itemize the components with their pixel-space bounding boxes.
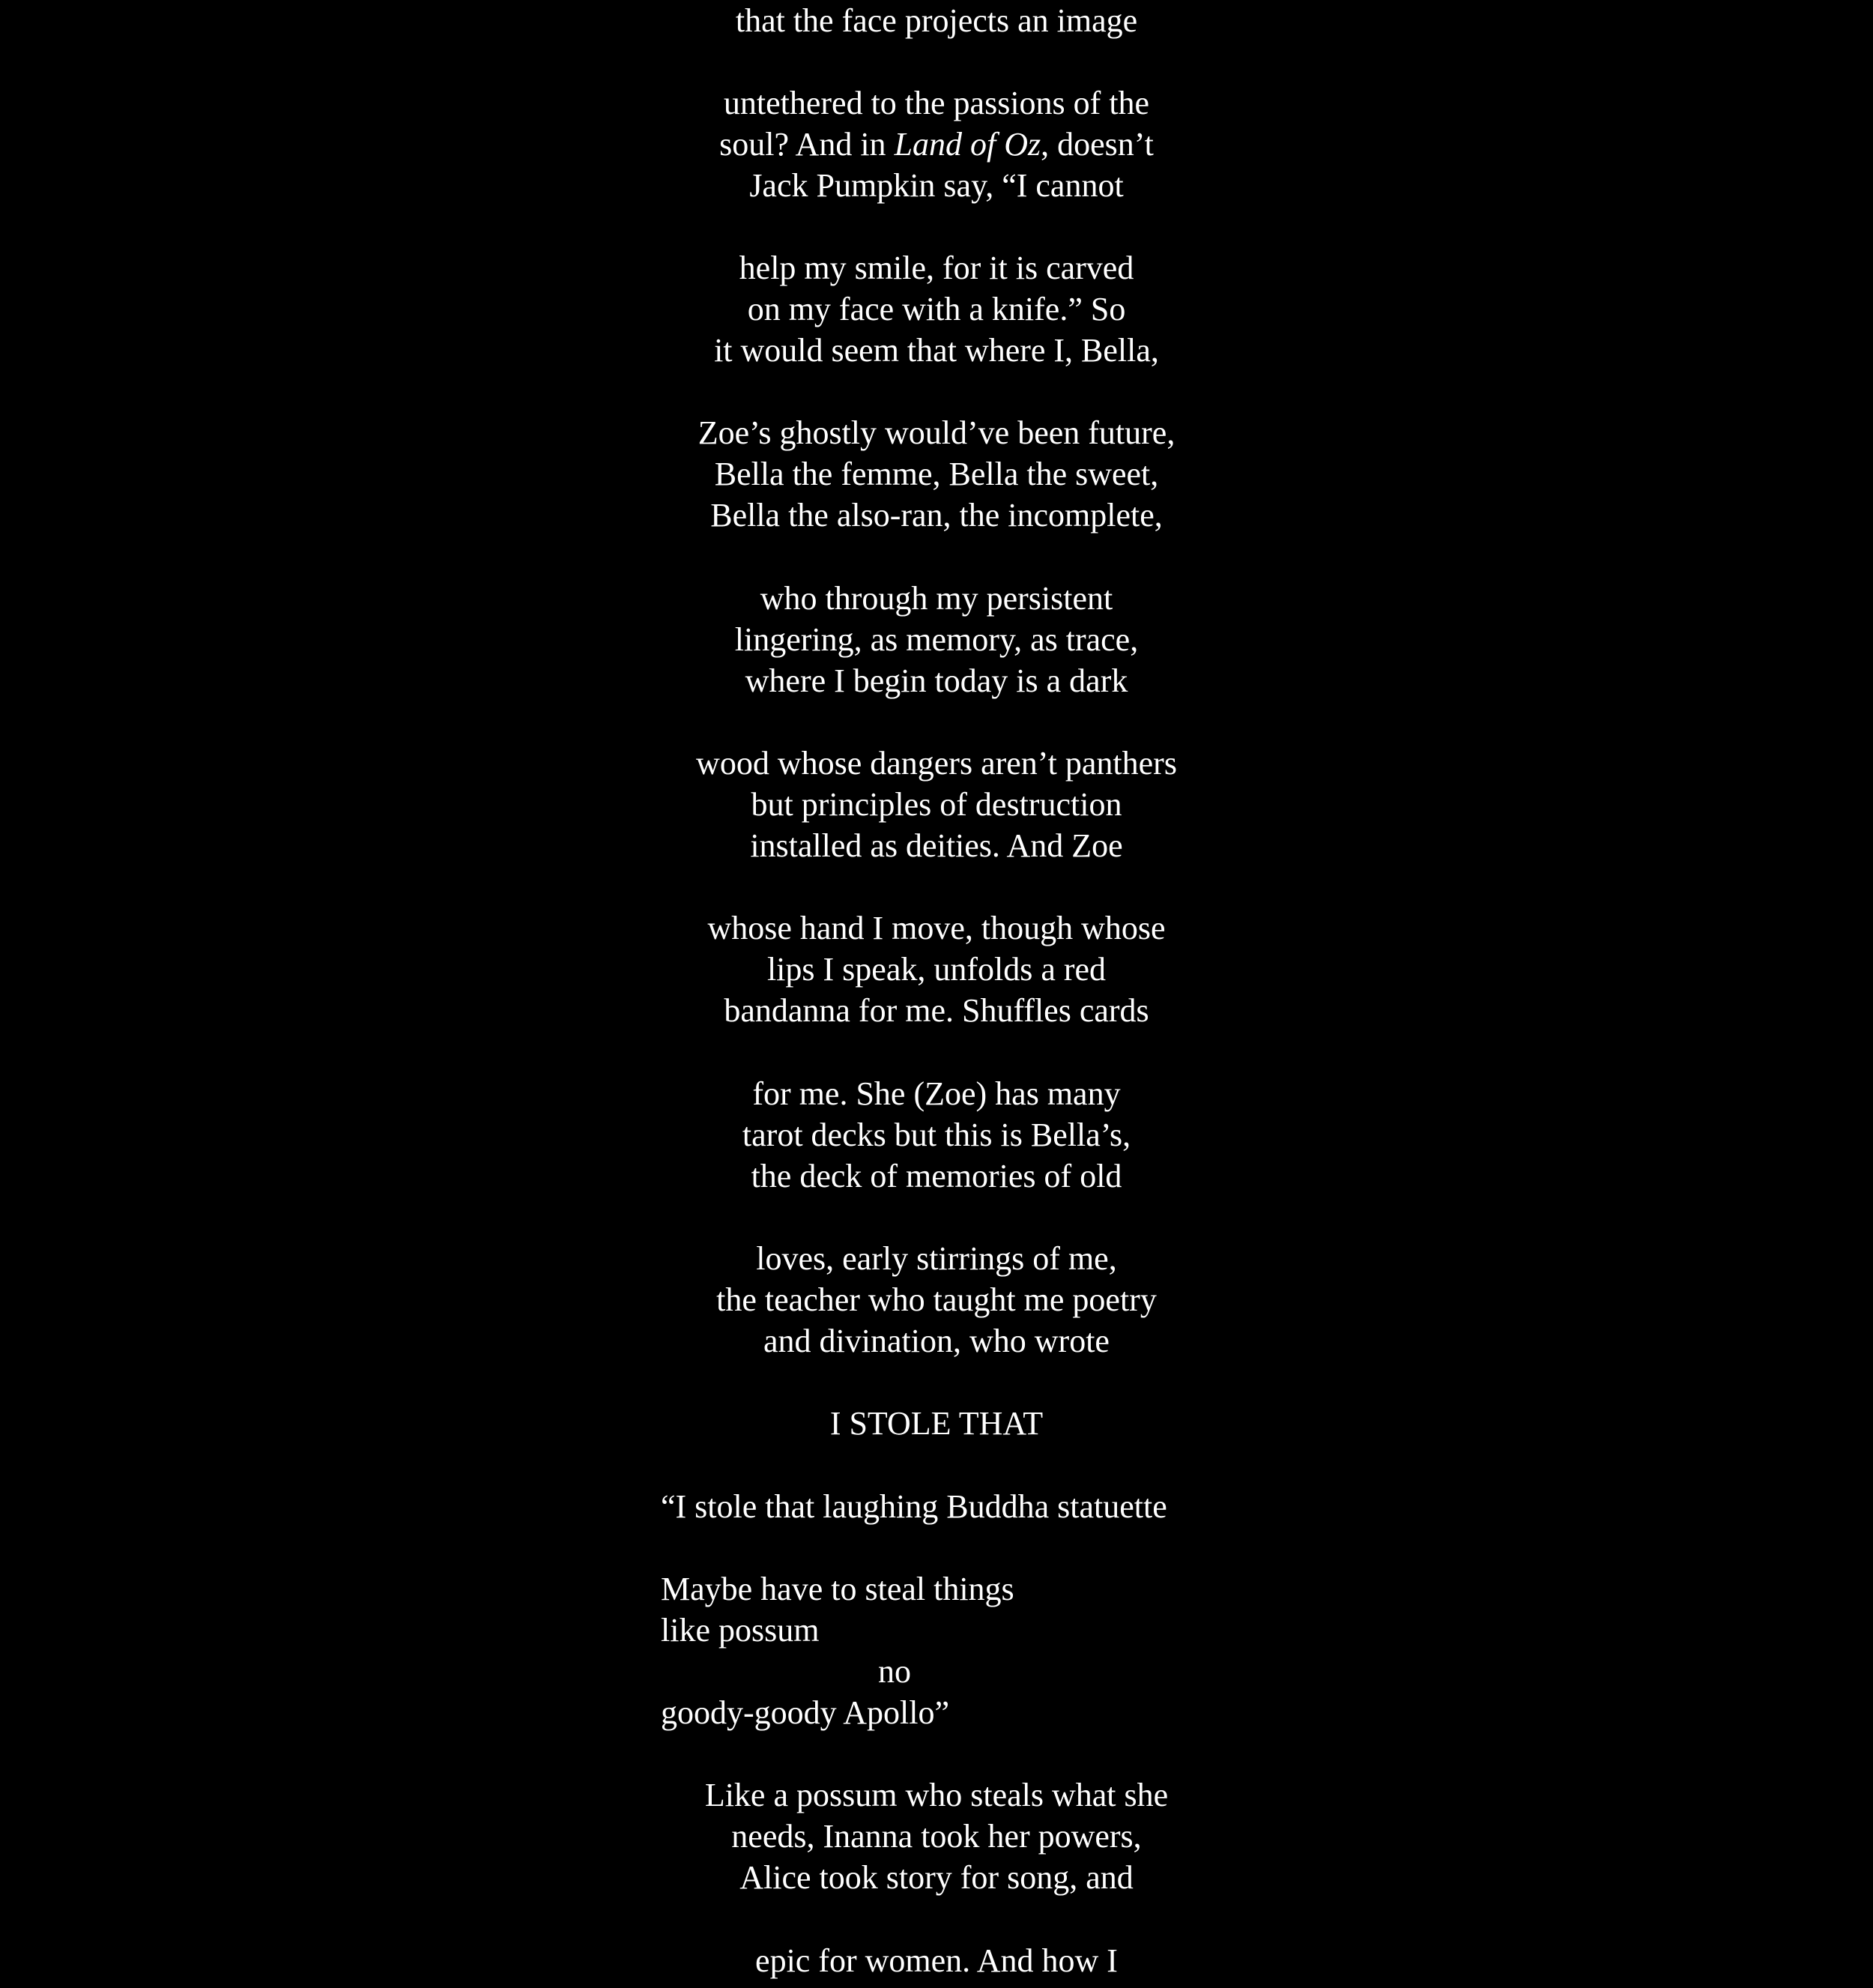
poem-line: Bella the femme, Bella the sweet, — [714, 456, 1159, 492]
poem-line: Bella the also-ran, the incomplete, — [710, 497, 1163, 534]
poem-line: wood whose dangers aren’t panthers — [696, 745, 1177, 782]
poem-line: untethered to the passions of the — [723, 85, 1150, 121]
poem-line: where I begin today is a dark — [745, 662, 1128, 699]
poem-line: but principles of destruction — [751, 786, 1122, 823]
poem-line: bandanna for me. Shuffles cards — [724, 992, 1149, 1029]
poem-line: for me. She (Zoe) has many — [752, 1075, 1121, 1112]
poem-line-end: , doesn’t — [1041, 126, 1154, 163]
book-title-italic: Land of Oz — [894, 126, 1041, 163]
poem-line-start: soul? And in — [719, 126, 895, 163]
poem-line: Zoe’s ghostly would’ve been future, — [698, 414, 1175, 451]
poem-line — [0, 124, 1873, 165]
quote-line: Maybe have to steal things — [661, 1571, 1014, 1607]
poem-line: Jack Pumpkin say, “I cannot — [749, 167, 1124, 204]
poem-line: epic for women. And how I — [755, 1942, 1118, 1979]
section-heading: I STOLE THAT — [829, 1405, 1044, 1442]
poem-line: lingering, as memory, as trace, — [734, 621, 1139, 658]
quote-line: “I stole that laughing Buddha statuette — [661, 1488, 1167, 1525]
quote-line: no — [878, 1653, 911, 1690]
poem-line: that the face projects an image — [735, 2, 1138, 39]
poem-line: whose hand I move, though whose — [707, 910, 1166, 946]
poem-line: it would seem that where I, Bella, — [714, 332, 1159, 369]
poem-line: on my face with a knife.” So — [747, 291, 1126, 327]
poem-line: and divination, who wrote — [763, 1323, 1110, 1359]
quote-line: like possum — [661, 1612, 820, 1649]
poem-line: tarot decks but this is Bella’s, — [742, 1117, 1131, 1153]
poem-line: help my smile, for it is carved — [739, 250, 1134, 286]
poem-line: loves, early stirrings of me, — [756, 1240, 1117, 1277]
poem-line: needs, Inanna took her powers, — [731, 1818, 1142, 1855]
quote-line: goody-goody Apollo” — [661, 1694, 949, 1731]
poem-line: the teacher who taught me poetry — [716, 1281, 1157, 1318]
poem-line: the deck of memories of old — [751, 1158, 1122, 1194]
poem-line: Alice took story for song, and — [739, 1859, 1134, 1896]
poem-line: lips I speak, unfolds a red — [766, 951, 1107, 988]
poem-line: Like a possum who steals what she — [704, 1777, 1169, 1813]
poem-line: installed as deities. And Zoe — [750, 827, 1123, 864]
poem-line: who through my persistent — [760, 580, 1113, 617]
